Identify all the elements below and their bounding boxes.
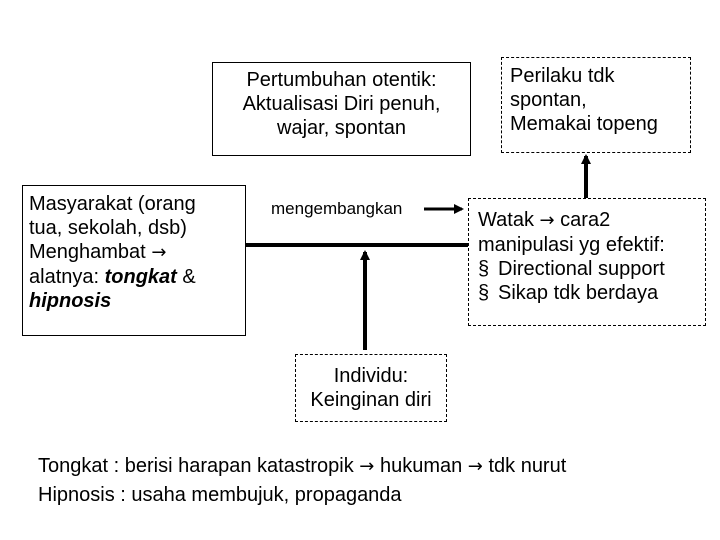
society-line-3 (29, 240, 245, 265)
footer-line-2: Hipnosis : usaha membujuk, propaganda (38, 484, 402, 506)
society-line-1: Masyarakat (orang (29, 193, 196, 215)
character-manipulation-box (468, 198, 706, 326)
character-item-2-text: Sikap tdk berdaya (498, 282, 659, 304)
authentic-growth-box (212, 62, 471, 156)
individual-line-2: Keinginan diri (310, 389, 432, 411)
growth-line-2: Aktualisasi Diri penuh, (242, 93, 441, 115)
society-line-4 (29, 265, 245, 289)
behavior-line-3: Memakai topeng (510, 113, 658, 135)
individual-box (295, 354, 447, 422)
footer-notes (38, 452, 566, 509)
character-line-1 (478, 208, 705, 233)
society-tool-stick: tongkat (104, 266, 177, 288)
society-box (22, 185, 246, 336)
character-watak-text: Watak (478, 209, 534, 231)
individual-line-1: Individu: (333, 365, 409, 387)
society-tool-prefix: alatnya: (29, 266, 105, 288)
behavior-line-1: Perilaku tdk (510, 65, 615, 87)
growth-line-1: Pertumbuhan otentik: (246, 69, 437, 91)
character-line-2: manipulasi yg efektif: (478, 234, 665, 256)
society-tool-hypnosis: hipnosis (29, 290, 112, 312)
develop-label: mengembangkan (271, 199, 403, 218)
society-line-2: tua, sekolah, dsb) (29, 217, 187, 239)
society-tool-amp: & (176, 266, 196, 288)
character-bullet-item-1 (478, 257, 705, 281)
arrow-icon: → (151, 242, 167, 263)
growth-line-3: wajar, spontan (277, 117, 406, 139)
arrow-icon: → (539, 210, 555, 231)
character-item-1-text: Directional support (498, 258, 665, 280)
society-inhibit-text: Menghambat (29, 241, 146, 263)
footer-line-1 (38, 452, 566, 481)
arrow-icon: → (359, 456, 375, 477)
non-spontaneous-behavior-box (501, 57, 691, 153)
bullet-icon: § (478, 258, 490, 280)
footer-disobey-text: tdk nurut (488, 455, 567, 477)
character-cara-text: cara2 (560, 209, 611, 231)
character-bullet-item-2 (478, 281, 705, 305)
footer-punishment-text: hukuman (379, 455, 463, 477)
footer-stick-text: Tongkat : berisi harapan katastropik (38, 455, 354, 477)
bullet-icon: § (478, 282, 490, 304)
behavior-line-2: spontan, (510, 89, 587, 111)
arrow-icon: → (467, 456, 483, 477)
